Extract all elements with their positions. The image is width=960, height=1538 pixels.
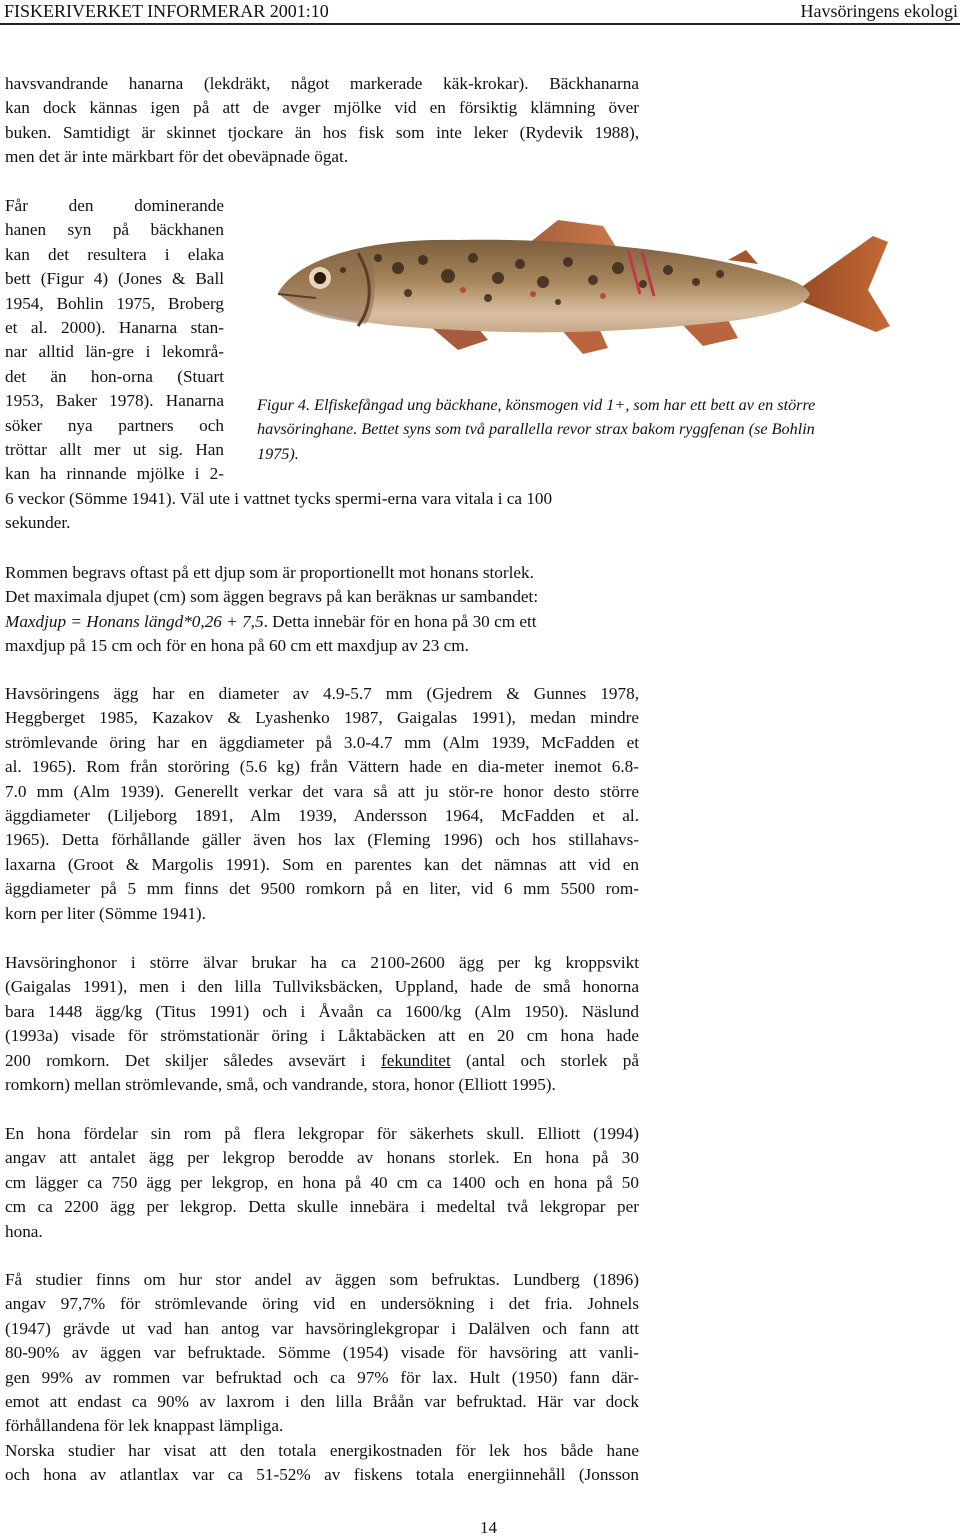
text-line: cm ca 2200 ägg per lekgrop. Detta skulle innebära i medeltal två lekgropar per <box>5 1197 639 1217</box>
paragraph-4 <box>5 682 639 926</box>
text-line: kan dock kännas igen på att de avger mjölke vid en försiktig klämning över <box>5 98 639 118</box>
text-line: Havsöringens ägg har en diameter av 4.9-5.7 mm (Gjedrem & Gunnes 1978, <box>5 684 639 703</box>
text-line: det än hon-orna (Stuart <box>5 366 224 386</box>
text-line: angav att antalet ägg per lekgrop berodde av honans storlek. En hona på 30 <box>5 1148 639 1168</box>
formula: Maxdjup = Honans längd*0,26 + 7,5 <box>5 611 264 631</box>
text-line: Norska studier har visat att den totala energikostnaden för lek hos både hane <box>5 1440 639 1460</box>
caption-line: 1975). <box>257 444 299 463</box>
text-line: havsvandrande hanarna (lekdräkt, något markerade käk-krokar). Bäckhanarna <box>5 74 639 93</box>
paragraph-5 <box>5 951 639 1097</box>
text-line: 1953, Baker 1978). Hanarna <box>5 391 224 411</box>
text-line: äggdiameter på 5 mm finns det 9500 romkorn på en liter, vid 6 mm 5500 rom- <box>5 879 639 899</box>
text-line: kan ha rinnande mjölke i 2- <box>5 464 224 484</box>
text-line: 80-90% av äggen var befruktade. Sömme (1954) visade för havsöring att vanli- <box>5 1343 639 1363</box>
text-line: Få studier finns om hur stor andel av äggen som befruktas. Lundberg (1896) <box>5 1270 639 1289</box>
text-line: bett (Figur 4) (Jones & Ball <box>5 269 224 289</box>
text-line: söker nya partners och <box>5 415 224 435</box>
text-line: buken. Samtidigt är skinnet tjockare än hos fisk som inte leker (Rydevik 1988), <box>5 122 639 142</box>
header-publication: FISKERIVERKET INFORMERAR 2001:10 <box>4 1 329 21</box>
text-line: kan det resultera i elaka <box>5 244 224 264</box>
text-line: Havsöringhonor i större älvar brukar ha ca 2100-2600 ägg per kg kroppsvikt <box>5 953 639 972</box>
text-line: sekunder. <box>5 513 71 533</box>
header-chapter-title: Havsöringens ekologi <box>800 1 958 21</box>
text-line: (1947) grävde ut vad han antog var havsöringlekgropar i Dalälven och fann att <box>5 1318 639 1338</box>
text-line: gen 99% av rommen var befruktad och ca 97% för lax. Hult (1950) fann där- <box>5 1367 639 1387</box>
text-line: (1993a) visade för strömstationär öring i Låktabäcken att en 20 cm hona hade <box>5 1026 639 1046</box>
text-line: angav 97,7% för strömlevande öring vid en undersökning i det fria. Johnels <box>5 1294 639 1314</box>
formula-line <box>5 610 639 634</box>
text-line: bara 1448 ägg/kg (Titus 1991) och i Åvaån ca 1600/kg (Alm 1950). Näslund <box>5 1001 639 1021</box>
text-line: men det är inte märkbart för det obeväpnade ögat. <box>5 147 349 167</box>
text-fragment: (antal och storlek på <box>450 1050 639 1070</box>
text-line: 1965). Detta förhållande gäller även hos lax (Fleming 1996) och hos stillahavs- <box>5 830 639 850</box>
figure-4-caption <box>257 393 897 466</box>
header-rule <box>0 23 960 25</box>
text-line: hanen syn på bäckhanen <box>5 220 224 240</box>
caption-line: havsöringhane. Bettet syns som två parallella revor strax bakom ryggfenan (se Bohlin <box>257 420 815 439</box>
text-line: korn per liter (Sömme 1941). <box>5 903 206 923</box>
text-line: al. 1965). Rom från storöring (5.6 kg) från Vättern hade en dia-meter inemot 6.8- <box>5 757 639 777</box>
paragraph-2-continuation <box>5 487 639 536</box>
text-line: Heggberget 1985, Kazakov & Lyashenko 1987, Gaigalas 1991), medan mindre <box>5 708 639 728</box>
text-line: äggdiameter (Liljeborg 1891, Alm 1939, Andersson 1964, McFadden et al. <box>5 806 639 826</box>
text-line: nar alltid län-gre i lekområ- <box>5 342 224 362</box>
page-number: 14 <box>480 1518 497 1537</box>
text-line: Får den dominerande <box>5 196 224 215</box>
text-line: 1954, Bohlin 1975, Broberg <box>5 293 224 313</box>
text-line: Det maximala djupet (cm) som äggen begravs på kan beräknas ur sambandet: <box>5 587 539 607</box>
text-line: hona. <box>5 1221 43 1241</box>
text-line: 7.0 mm (Alm 1939). Generellt verkar det vara så att ju stör-re honor desto större <box>5 781 639 801</box>
text-line: En hona fördelar sin rom på flera lekgropar för säkerhets skull. Elliott (1994) <box>5 1124 639 1143</box>
text-fragment: 200 romkorn. Det skiljer således avsevärt i <box>5 1050 382 1070</box>
text-line: förhållandena för lek knappast lämpliga. <box>5 1416 284 1436</box>
text-line: emot att endast ca 90% av laxrom i den lilla Bråån var befruktad. Här var dock <box>5 1392 639 1412</box>
paragraph-6 <box>5 1122 639 1244</box>
text-line: et al. 2000). Hanarna stan- <box>5 318 224 338</box>
fekunditet-link[interactable]: fekunditet <box>381 1050 451 1070</box>
text-line <box>5 1049 639 1073</box>
text-line: och hona av atlantlax var ca 51-52% av fiskens totala energiinnehåll (Jonsson <box>5 1465 639 1485</box>
text-line: Rommen begravs oftast på ett djup som är proportionellt mot honans storlek. <box>5 563 534 582</box>
text-line: (Gaigalas 1991), men i den lilla Tullviksbäcken, Uppland, hade de små honorna <box>5 977 639 997</box>
caption-line: Figur 4. Elfiskefångad ung bäckhane, könsmogen vid 1+, som har ett bett av en större <box>257 396 816 414</box>
running-header <box>0 0 960 24</box>
text-fragment: . Detta innebär för en hona på 30 cm ett <box>263 611 537 631</box>
figure-4-fish-photo <box>258 198 898 373</box>
text-line: laxarna (Groot & Margolis 1991). Som en parentes kan det nämnas att vid en <box>5 854 639 874</box>
text-line: cm lägger ca 750 ägg per lekgrop, en hona på 40 cm ca 1400 och en hona på 50 <box>5 1172 639 1192</box>
paragraph-3 <box>5 561 639 659</box>
text-line: 6 veckor (Sömme 1941). Väl ute i vattnet tycks spermi-erna vara vitala i ca 100 <box>5 489 553 508</box>
paragraph-2-narrow-column <box>5 194 224 487</box>
paragraph-7 <box>5 1268 639 1488</box>
text-line: maxdjup på 15 cm och för en hona på 60 cm ett maxdjup av 23 cm. <box>5 636 469 656</box>
brown-trout-image <box>258 198 898 373</box>
text-line: romkorn) mellan strömlevande, små, och vandrande, stora, honor (Elliott 1995). <box>5 1075 556 1095</box>
text-line: tröttar allt mer ut sig. Han <box>5 440 224 460</box>
paragraph-1 <box>5 72 639 170</box>
text-line: strömlevande öring har en äggdiameter på 3.0-4.7 mm (Alm 1939, McFadden et <box>5 732 639 752</box>
